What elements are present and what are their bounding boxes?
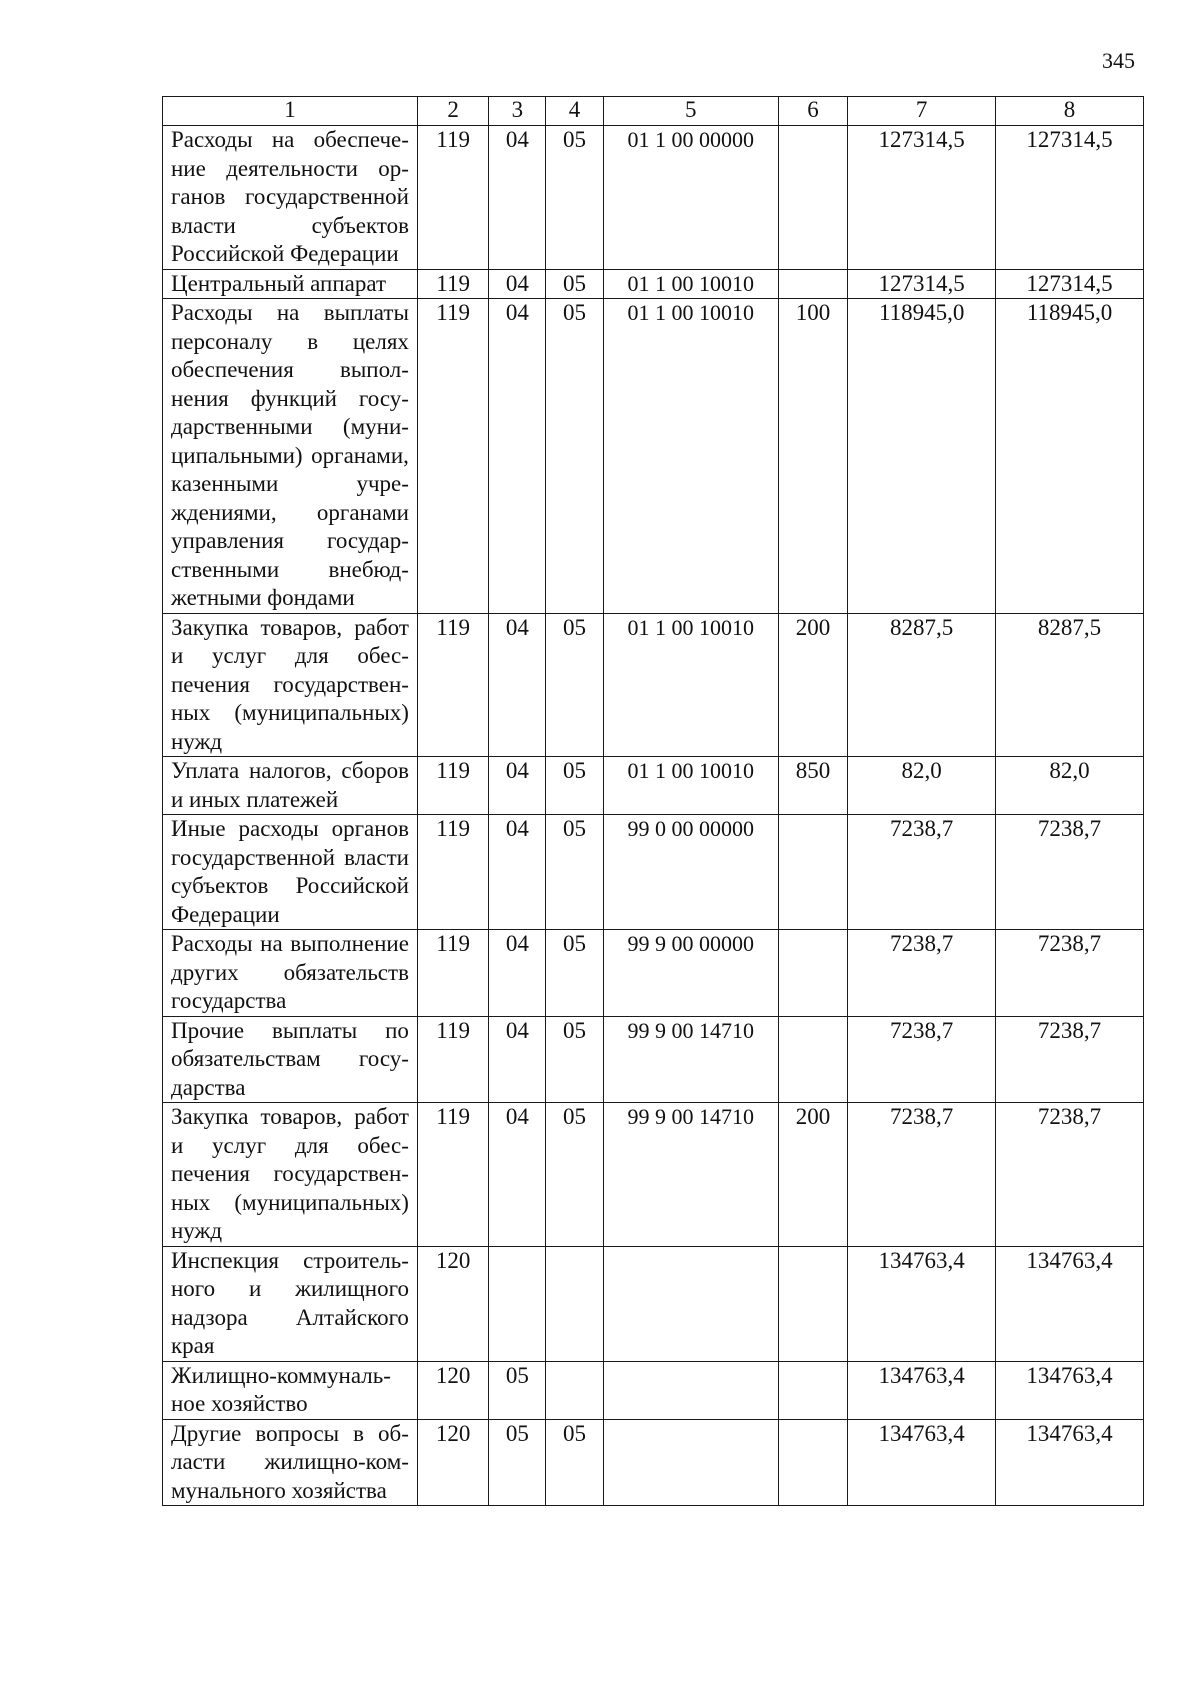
amount-col-8: 127314,5: [996, 269, 1144, 299]
table-row: [163, 1246, 1144, 1361]
target-article-code: 99 9 00 14710: [603, 1103, 778, 1247]
subsection-code: 05: [546, 299, 603, 614]
admin-code: 120: [417, 1361, 488, 1419]
subsection-code: 05: [546, 1016, 603, 1103]
subsection-code: 05: [546, 126, 603, 270]
table-row: [163, 1016, 1144, 1103]
column-header: 1: [163, 97, 418, 126]
subsection-code: 05: [546, 930, 603, 1017]
section-code: 05: [489, 1361, 546, 1419]
amount-col-7: 118945,0: [848, 299, 996, 614]
header-row: [163, 97, 1144, 126]
expense-type-code: [778, 1361, 847, 1419]
table-row: [163, 613, 1144, 757]
admin-code: 119: [417, 613, 488, 757]
table-row: [163, 815, 1144, 930]
amount-col-7: 7238,7: [848, 815, 996, 930]
expense-type-code: 200: [778, 1103, 847, 1247]
target-article-code: 99 0 00 00000: [603, 815, 778, 930]
admin-code: 119: [417, 269, 488, 299]
amount-col-8: 7238,7: [996, 930, 1144, 1017]
amount-col-7: 82,0: [848, 757, 996, 815]
table-row: [163, 1419, 1144, 1506]
section-code: 04: [489, 299, 546, 614]
amount-col-7: 134763,4: [848, 1246, 996, 1361]
admin-code: 119: [417, 126, 488, 270]
table-row: [163, 757, 1144, 815]
section-code: 04: [489, 269, 546, 299]
row-name: Закупка товаров, работ и услуг для обеспечения государственных (муниципальных) нужд: [163, 1103, 418, 1247]
admin-code: 120: [417, 1419, 488, 1506]
column-header: 8: [996, 97, 1144, 126]
target-article-code: 01 1 00 10010: [603, 757, 778, 815]
admin-code: 119: [417, 299, 488, 614]
amount-col-7: 127314,5: [848, 269, 996, 299]
target-article-code: 99 9 00 00000: [603, 930, 778, 1017]
section-code: 04: [489, 757, 546, 815]
section-code: 05: [489, 1419, 546, 1506]
amount-col-7: 7238,7: [848, 1016, 996, 1103]
amount-col-7: 8287,5: [848, 613, 996, 757]
amount-col-8: 7238,7: [996, 815, 1144, 930]
subsection-code: 05: [546, 757, 603, 815]
subsection-code: [546, 1361, 603, 1419]
expense-type-code: [778, 126, 847, 270]
row-name: Расходы на выплаты персоналу в целях обеспечения выполнения функций государственными (муниципальными) органами, казенными учреждениями, органами управления государственными внебюджетными фондами: [163, 299, 418, 614]
table-row: [163, 930, 1144, 1017]
amount-col-7: 134763,4: [848, 1361, 996, 1419]
target-article-code: 99 9 00 14710: [603, 1016, 778, 1103]
amount-col-8: 82,0: [996, 757, 1144, 815]
table-row: [163, 1361, 1144, 1419]
expense-type-code: [778, 1246, 847, 1361]
amount-col-8: 118945,0: [996, 299, 1144, 614]
section-code: 04: [489, 815, 546, 930]
expense-type-code: [778, 1016, 847, 1103]
budget-table: [162, 96, 1144, 1506]
section-code: 04: [489, 126, 546, 270]
row-name: Иные расходы органов государственной власти субъектов Российской Федерации: [163, 815, 418, 930]
amount-col-7: 134763,4: [848, 1419, 996, 1506]
column-header: 7: [848, 97, 996, 126]
row-name: Инспекция строительного и жилищного надзора Алтайского края: [163, 1246, 418, 1361]
table-row: [163, 126, 1144, 270]
table-row: [163, 299, 1144, 614]
row-name: Прочие выплаты по обязательствам государства: [163, 1016, 418, 1103]
row-name: Закупка товаров, работ и услуг для обеспечения государственных (муниципальных) нужд: [163, 613, 418, 757]
admin-code: 119: [417, 757, 488, 815]
amount-col-8: 7238,7: [996, 1016, 1144, 1103]
admin-code: 119: [417, 930, 488, 1017]
amount-col-7: 7238,7: [848, 1103, 996, 1247]
section-code: 04: [489, 1016, 546, 1103]
expense-type-code: 850: [778, 757, 847, 815]
target-article-code: 01 1 00 10010: [603, 613, 778, 757]
row-name: Другие вопросы в области жилищно-коммунального хозяйства: [163, 1419, 418, 1506]
row-name: Расходы на обеспечение деятельности органов государственной власти субъектов Российской Федерации: [163, 126, 418, 270]
section-code: 04: [489, 930, 546, 1017]
target-article-code: [603, 1361, 778, 1419]
subsection-code: 05: [546, 1103, 603, 1247]
subsection-code: 05: [546, 1419, 603, 1506]
row-name: Центральный аппарат: [163, 269, 418, 299]
admin-code: 119: [417, 1016, 488, 1103]
column-header: 6: [778, 97, 847, 126]
section-code: 04: [489, 1103, 546, 1247]
section-code: 04: [489, 613, 546, 757]
target-article-code: [603, 1246, 778, 1361]
row-name: Жилищно-коммунальное хозяйство: [163, 1361, 418, 1419]
amount-col-8: 127314,5: [996, 126, 1144, 270]
column-header: 5: [603, 97, 778, 126]
column-header: 4: [546, 97, 603, 126]
table-row: [163, 1103, 1144, 1247]
subsection-code: [546, 1246, 603, 1361]
admin-code: 119: [417, 815, 488, 930]
subsection-code: 05: [546, 815, 603, 930]
amount-col-7: 127314,5: [848, 126, 996, 270]
amount-col-8: 7238,7: [996, 1103, 1144, 1247]
target-article-code: [603, 1419, 778, 1506]
admin-code: 119: [417, 1103, 488, 1247]
row-name: Уплата налогов, сборов и иных платежей: [163, 757, 418, 815]
expense-type-code: [778, 815, 847, 930]
section-code: [489, 1246, 546, 1361]
expense-type-code: [778, 1419, 847, 1506]
expense-type-code: [778, 930, 847, 1017]
row-name: Расходы на выполнение других обязательств государства: [163, 930, 418, 1017]
amount-col-8: 134763,4: [996, 1361, 1144, 1419]
subsection-code: 05: [546, 613, 603, 757]
target-article-code: 01 1 00 10010: [603, 269, 778, 299]
admin-code: 120: [417, 1246, 488, 1361]
expense-type-code: 100: [778, 299, 847, 614]
target-article-code: 01 1 00 10010: [603, 299, 778, 614]
subsection-code: 05: [546, 269, 603, 299]
amount-col-8: 8287,5: [996, 613, 1144, 757]
amount-col-7: 7238,7: [848, 930, 996, 1017]
expense-type-code: 200: [778, 613, 847, 757]
target-article-code: 01 1 00 00000: [603, 126, 778, 270]
amount-col-8: 134763,4: [996, 1419, 1144, 1506]
page-number: 345: [1102, 48, 1135, 73]
expense-type-code: [778, 269, 847, 299]
table-row: [163, 269, 1144, 299]
column-header: 2: [417, 97, 488, 126]
amount-col-8: 134763,4: [996, 1246, 1144, 1361]
column-header: 3: [489, 97, 546, 126]
